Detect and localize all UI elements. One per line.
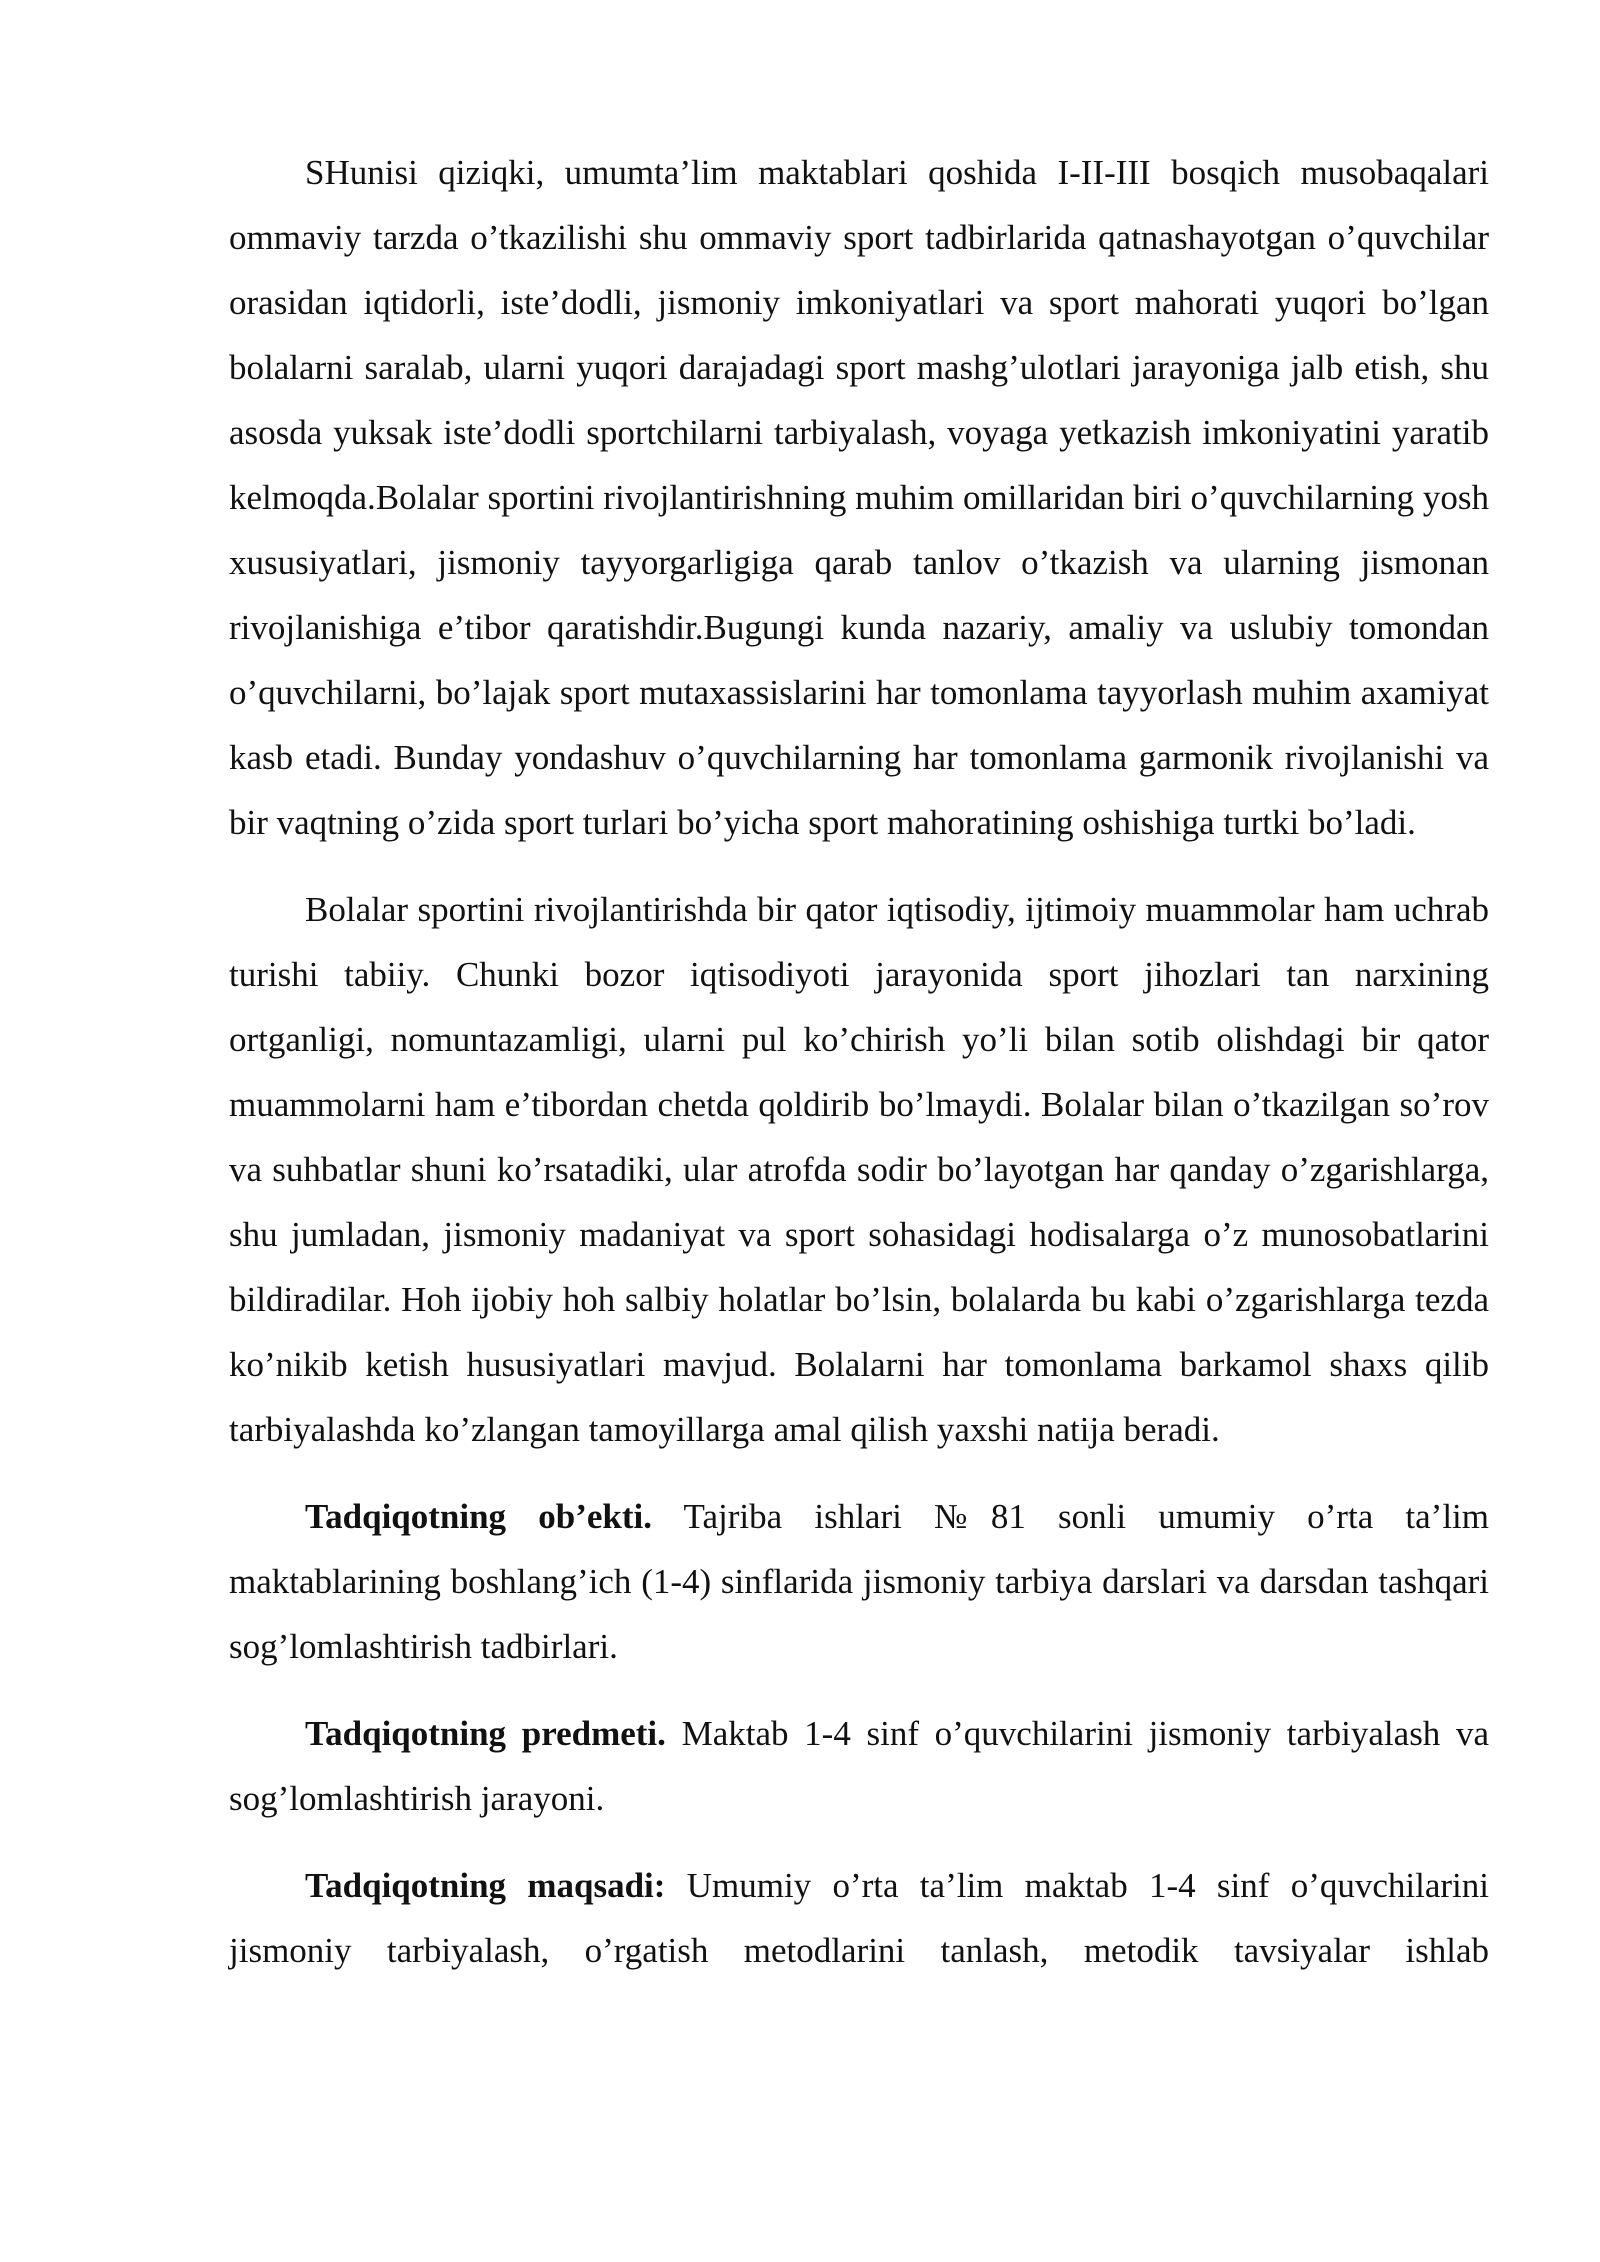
paragraph-research-subject — [229, 1701, 1489, 1831]
paragraph-1-text: SHunisi qiziqki, umumta’lim maktablari qoshida I-II-III bosqich musobaqalari ommaviy tarzda o’tkazilishi shu ommaviy sport tadbirlarida qatnashayotgan o’quvchilar orasidan iqtidorli, iste’dodli, jismoniy imkoniyatlari va sport mahorati yuqori bo’lgan bolalarni saralab, ularni yuqori darajadagi sport mashg’ulotlari jarayoniga jalb etish, shu asosda yuksak iste’dodli sportchilarni tarbiyalash, voyaga yetkazish imkoniyatini yaratib kelmoqda.Bolalar sportini rivojlantirishning muhim omillaridan biri o’quvchilarning yosh xususiyatlari, jismoniy tayyorgarligiga qarab tanlov o’tkazish va ularning jismonan rivojlanishiga e’tibor qaratishdir.Bugungi kunda nazariy, amaliy va uslubiy tomondan o’quvchilarni, bo’lajak sport mutaxassislarini har tomonlama tayyorlash muhim axamiyat kasb etadi. Bunday yondashuv o’quvchilarning har tomonlama garmonik rivojlanishi va bir vaqtning o’zida sport turlari bo’yicha sport mahoratining oshishiga turtki bo’ladi. — [229, 153, 1489, 842]
research-object-text: Tajriba ishlari №81 sonli umumiy o’rta ta’lim maktablarining boshlang’ich (1-4) sinflarida jismoniy tarbiya darslari va darsdan tashqari sog’lomlashtirish tadbirlari. — [229, 1497, 1489, 1666]
research-subject-text: Maktab 1-4 sinf o’quvchilarini jismoniy tarbiyalash va sog’lomlashtirish jarayoni. — [229, 1714, 1490, 1818]
research-subject-heading: Tadqiqotning predmeti. — [305, 1714, 666, 1753]
paragraph-1 — [229, 140, 1489, 855]
research-object-heading: Tadqiqotning ob’ekti. — [305, 1497, 652, 1536]
paragraph-2-text: Bolalar sportini rivojlantirishda bir qator iqtisodiy, ijtimoiy muammolar ham uchrab turishi tabiiy. Chunki bozor iqtisodiyoti jarayonida sport jihozlari tan narxining ortganligi, nomuntazamligi, ularni pul ko’chirish yo’li bilan sotib olishdagi bir qator muammolarni ham e’tibordan chetda qoldirib bo’lmaydi. Bolalar bilan o’tkazilgan so’rov va suhbatlar shuni ko’rsatadiki, ular atrofda sodir bo’layotgan har qanday o’zgarishlarga, shu jumladan, jismoniy madaniyat va sport sohasidagi hodisalarga o’z munosobatlarini bildiradilar. Hoh ijobiy hoh salbiy holatlar bo’lsin, bolalarda bu kabi o’zgarishlarga tezda ko’nikib ketish hususiyatlari mavjud. Bolalarni har tomonlama barkamol shaxs qilib tarbiyalashda ko’zlangan tamoyillarga amal qilish yaxshi natija beradi. — [229, 890, 1489, 1449]
paragraph-2 — [229, 877, 1489, 1462]
research-goal-heading: Tadqiqotning maqsadi: — [305, 1866, 666, 1905]
paragraph-research-goal — [229, 1853, 1489, 1983]
research-goal-text: Umumiy o’rta ta’lim maktab 1-4 sinf o’quvchilarini jismoniy tarbiyalash, o’rgatish metodlarini tanlash, metodik tavsiyalar ishlab — [229, 1866, 1489, 1970]
paragraph-research-object — [229, 1484, 1489, 1679]
document-page — [229, 140, 1489, 2005]
